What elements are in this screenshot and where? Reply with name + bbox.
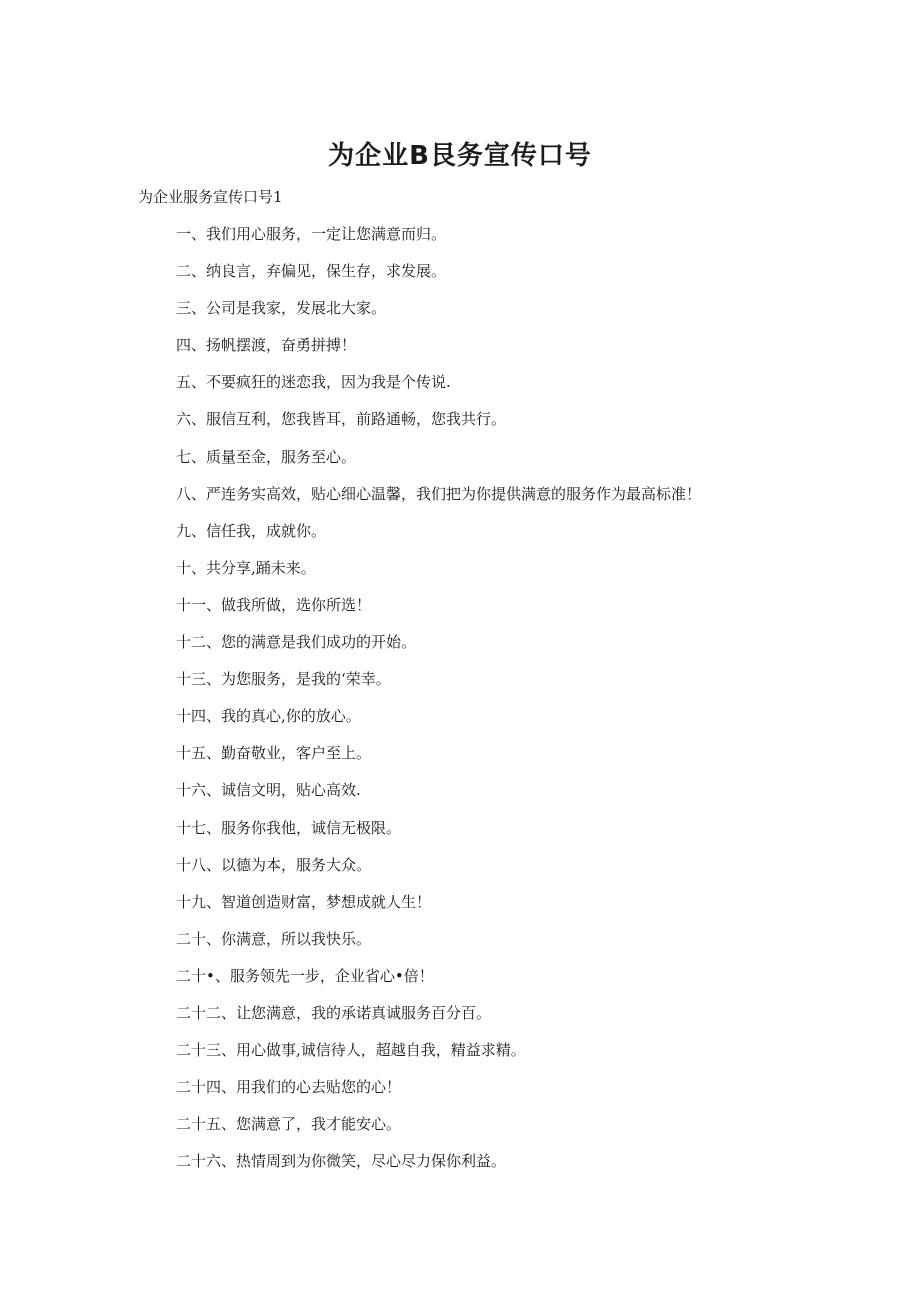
slogan-item: 二、纳良言，弃偏见，保生存，求发展。 <box>176 262 447 281</box>
slogan-item: 六、服信互利，您我皆耳，前路通畅，您我共行。 <box>176 410 507 429</box>
slogan-item: 十一、做我所做，选你所选！ <box>176 595 372 614</box>
slogan-item: 十五、勤奋敬业，客户至上。 <box>176 744 372 763</box>
slogan-item: 七、质量至金，服务至心。 <box>176 447 357 466</box>
slogan-item: 十九、智道创造财富，梦想成就人生！ <box>176 892 432 911</box>
slogan-item: 一、我们用心服务，一定让您满意而归。 <box>176 225 447 243</box>
slogan-item: 十六、诚信文明，贴心高效. <box>176 781 361 800</box>
slogan-item: 十八、以德为本，服务大众。 <box>176 855 372 874</box>
slogan-item: 二十•、服务领先一步，企业省心•倍！ <box>176 966 434 985</box>
slogan-item: 十、共分享,踊未来。 <box>176 558 316 577</box>
slogan-item: 二十四、用我们的心去贴您的心！ <box>176 1078 402 1097</box>
slogan-item: 九、信任我，成就你。 <box>176 521 327 540</box>
slogan-item: 十七、服务你我他，诚信无极限。 <box>176 818 402 837</box>
slogan-item: 八、严连务实高效，贴心细心温馨，我们把为你提供满意的服务作为最高标准！ <box>176 484 702 503</box>
slogan-item: 十四、我的真心,你的放心。 <box>176 707 361 726</box>
slogan-item: 二十五、您满意了，我才能安心。 <box>176 1115 402 1134</box>
slogan-item: 二十、你满意，所以我快乐。 <box>176 929 372 948</box>
slogan-list <box>176 222 836 1186</box>
slogan-item: 十二、您的满意是我们成功的开始。 <box>176 633 417 652</box>
slogan-item: 三、公司是我家，发展北大家。 <box>176 299 387 318</box>
slogan-item: 五、不要疯狂的迷恋我，因为我是个传说. <box>176 373 451 392</box>
slogan-item: 十三、为您服务，是我的‘荣幸。 <box>176 670 391 689</box>
section-heading: 为企业服务宣传口号1 <box>138 188 283 206</box>
slogan-item: 二十六、热情周到为你微笑，尽心尽力保你利益。 <box>176 1152 507 1171</box>
slogan-item: 二十二、让您满意，我的承诺真诚服务百分百。 <box>176 1003 492 1022</box>
slogan-item: 四、扬帆摆渡，奋勇拼搏！ <box>176 336 357 355</box>
slogan-item: 二十三、用心做事,诚信待人，超越自我，精益求精。 <box>176 1041 526 1060</box>
document-title: 为企业B艮务宣传口号 <box>328 141 592 171</box>
